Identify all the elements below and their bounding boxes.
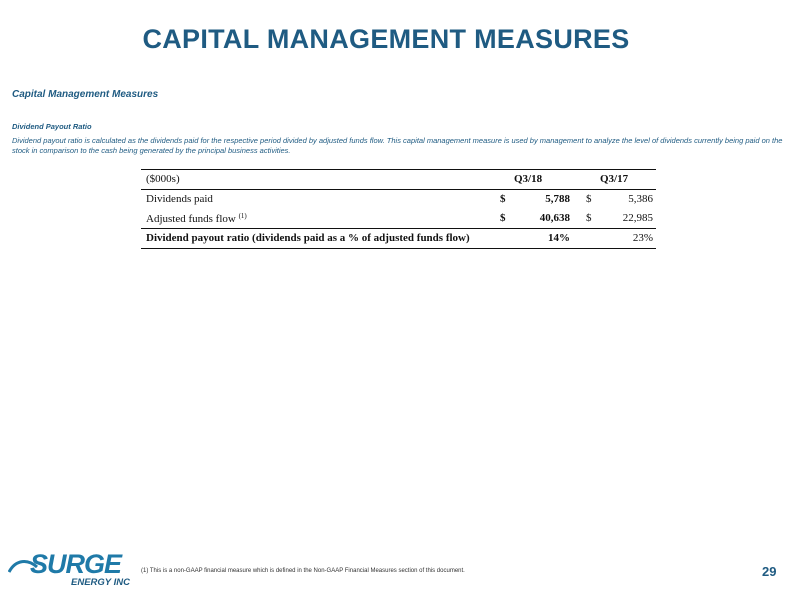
table-bottom-rule xyxy=(141,248,656,249)
currency-symbol: $ xyxy=(500,193,506,205)
units-label: ($000s) xyxy=(146,173,180,185)
table-row-dividends-paid xyxy=(141,190,656,209)
currency-symbol: $ xyxy=(586,212,592,224)
logo-wordmark: SURGE xyxy=(30,549,122,579)
dividend-payout-description: Dividend payout ratio is calculated as the dividends paid for the respective period divided by adjusted funds flow. This capital management measure is used by management to analyze the level of dividends currently being paid on the stock in comparison to the cash being generated by the principal business activities. xyxy=(12,136,783,155)
section-heading: Capital Management Measures xyxy=(12,89,159,100)
dividend-payout-subheading: Dividend Payout Ratio xyxy=(12,122,92,131)
total-label: Dividend payout ratio (dividends paid as a % of adjusted funds flow) xyxy=(146,232,470,244)
table-row-adjusted-funds-flow xyxy=(141,209,656,228)
company-logo xyxy=(8,549,133,591)
value-q318: 40,638 xyxy=(539,212,570,224)
row-label xyxy=(146,212,247,225)
column-header-q317: Q3/17 xyxy=(600,173,629,185)
total-value-q318: 14% xyxy=(548,232,570,244)
column-header-q318: Q3/18 xyxy=(514,173,543,185)
row-label: Dividends paid xyxy=(146,193,213,205)
value-q317: 22,985 xyxy=(622,212,653,224)
logo-subtitle: ENERGY INC xyxy=(71,577,130,588)
value-q317: 5,386 xyxy=(628,193,653,205)
page-title: CAPITAL MANAGEMENT MEASURES xyxy=(142,24,630,54)
currency-symbol: $ xyxy=(586,193,592,205)
total-value-q317: 23% xyxy=(632,232,653,244)
page-number: 29 xyxy=(762,564,777,579)
table-row-payout-ratio xyxy=(141,229,656,248)
row-label-text: Adjusted funds flow xyxy=(146,213,236,225)
footnote-marker: (1) xyxy=(238,212,247,220)
value-q318: 5,788 xyxy=(545,193,570,205)
dividend-payout-table xyxy=(141,169,656,249)
currency-symbol: $ xyxy=(500,212,506,224)
table-header-row xyxy=(141,170,656,189)
footnote: (1) This is a non-GAAP financial measure which is defined in the Non-GAAP Financial Measures section of this document. xyxy=(141,568,465,574)
